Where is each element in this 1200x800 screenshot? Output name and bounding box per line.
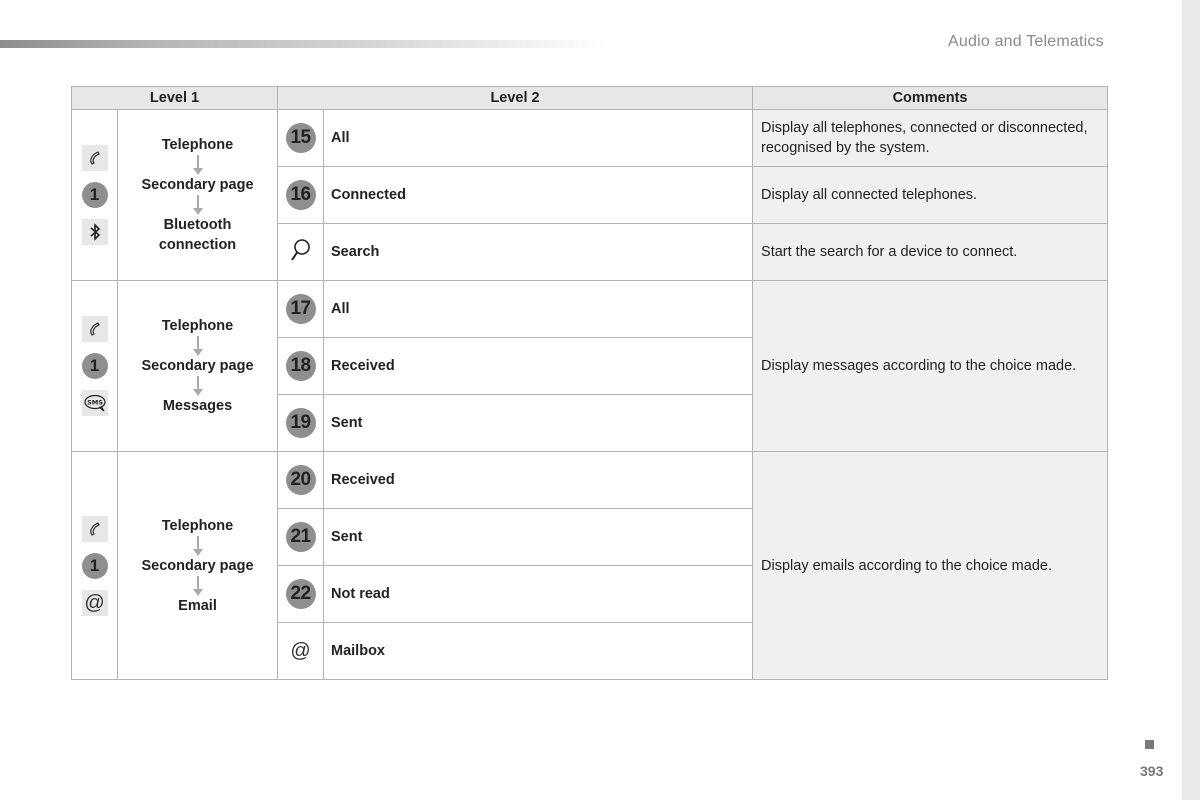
comment: Display messages according to the choice made. — [753, 281, 1108, 452]
path-step-email: Email — [178, 597, 217, 614]
badge-20: 20 — [286, 465, 316, 495]
level1-icons — [72, 452, 118, 680]
sms-icon — [82, 390, 108, 416]
number-1-badge: 1 — [82, 553, 108, 579]
comment: Display emails according to the choice made. — [753, 452, 1108, 680]
page-marker — [1145, 740, 1154, 749]
path-step-secondary-page: Secondary page — [141, 177, 254, 193]
level1-path — [118, 110, 278, 281]
table-header-row — [72, 87, 1108, 110]
column-header-comments: Comments — [753, 87, 1108, 110]
level2-label: Received — [324, 452, 753, 509]
column-header-level-1: Level 1 — [72, 87, 278, 110]
path-step-secondary-page: Secondary page — [141, 557, 254, 574]
bluetooth-icon — [82, 219, 108, 245]
comment: Start the search for a device to connect. — [753, 224, 1108, 281]
column-header-level-2: Level 2 — [278, 87, 753, 110]
down-arrow-icon — [193, 195, 203, 215]
level2-label: Connected — [324, 167, 753, 224]
level2-label: Sent — [324, 509, 753, 566]
level2-label: All — [324, 110, 753, 167]
path-step-telephone: Telephone — [161, 318, 234, 334]
path-step-bluetooth: Bluetooth connection — [158, 217, 237, 253]
path-step-secondary-page: Secondary page — [141, 358, 254, 374]
path-step-telephone: Telephone — [161, 517, 234, 534]
level2-label: Not read — [324, 566, 753, 623]
comment: Display all connected telephones. — [753, 167, 1108, 224]
path-step-telephone: Telephone — [161, 137, 234, 153]
level1-icons — [72, 281, 118, 452]
level2-label: Sent — [324, 395, 753, 452]
level2-label: Received — [324, 338, 753, 395]
down-arrow-icon — [193, 155, 203, 175]
table-row — [72, 110, 1108, 167]
phone-icon — [82, 145, 108, 171]
level2-label: Search — [324, 224, 753, 281]
badge-21: 21 — [286, 522, 316, 552]
table-row — [72, 452, 1108, 509]
page-number: 393 — [1140, 763, 1164, 779]
phone-icon — [82, 516, 108, 542]
section-title: Audio and Telematics — [948, 33, 1104, 50]
svg-text:SMS: SMS — [86, 398, 103, 407]
level1-path — [118, 452, 278, 680]
phone-icon — [82, 316, 108, 342]
at-icon: @ — [82, 590, 108, 616]
search-icon — [290, 250, 312, 266]
badge-16: 16 — [286, 180, 316, 210]
number-1-badge: 1 — [82, 353, 108, 379]
level2-label: Mailbox — [324, 623, 753, 680]
comment: Display all telephones, connected or disconnected, recognised by the system. — [753, 110, 1108, 167]
table-row — [72, 281, 1108, 338]
badge-15: 15 — [286, 123, 316, 153]
level1-icons — [72, 110, 118, 281]
badge-19: 19 — [286, 408, 316, 438]
level1-path — [118, 281, 278, 452]
badge-18: 18 — [286, 351, 316, 381]
path-step-messages: Messages — [162, 398, 233, 414]
down-arrow-icon — [193, 336, 203, 356]
down-arrow-icon — [193, 576, 203, 596]
settings-table — [71, 86, 1108, 680]
header-gradient-bar — [0, 40, 610, 48]
number-1-badge: 1 — [82, 182, 108, 208]
level2-label: All — [324, 281, 753, 338]
badge-22: 22 — [286, 579, 316, 609]
badge-17: 17 — [286, 294, 316, 324]
page-edge-strip — [1182, 0, 1200, 800]
down-arrow-icon — [193, 536, 203, 556]
at-icon: @ — [290, 640, 311, 662]
down-arrow-icon — [193, 376, 203, 396]
